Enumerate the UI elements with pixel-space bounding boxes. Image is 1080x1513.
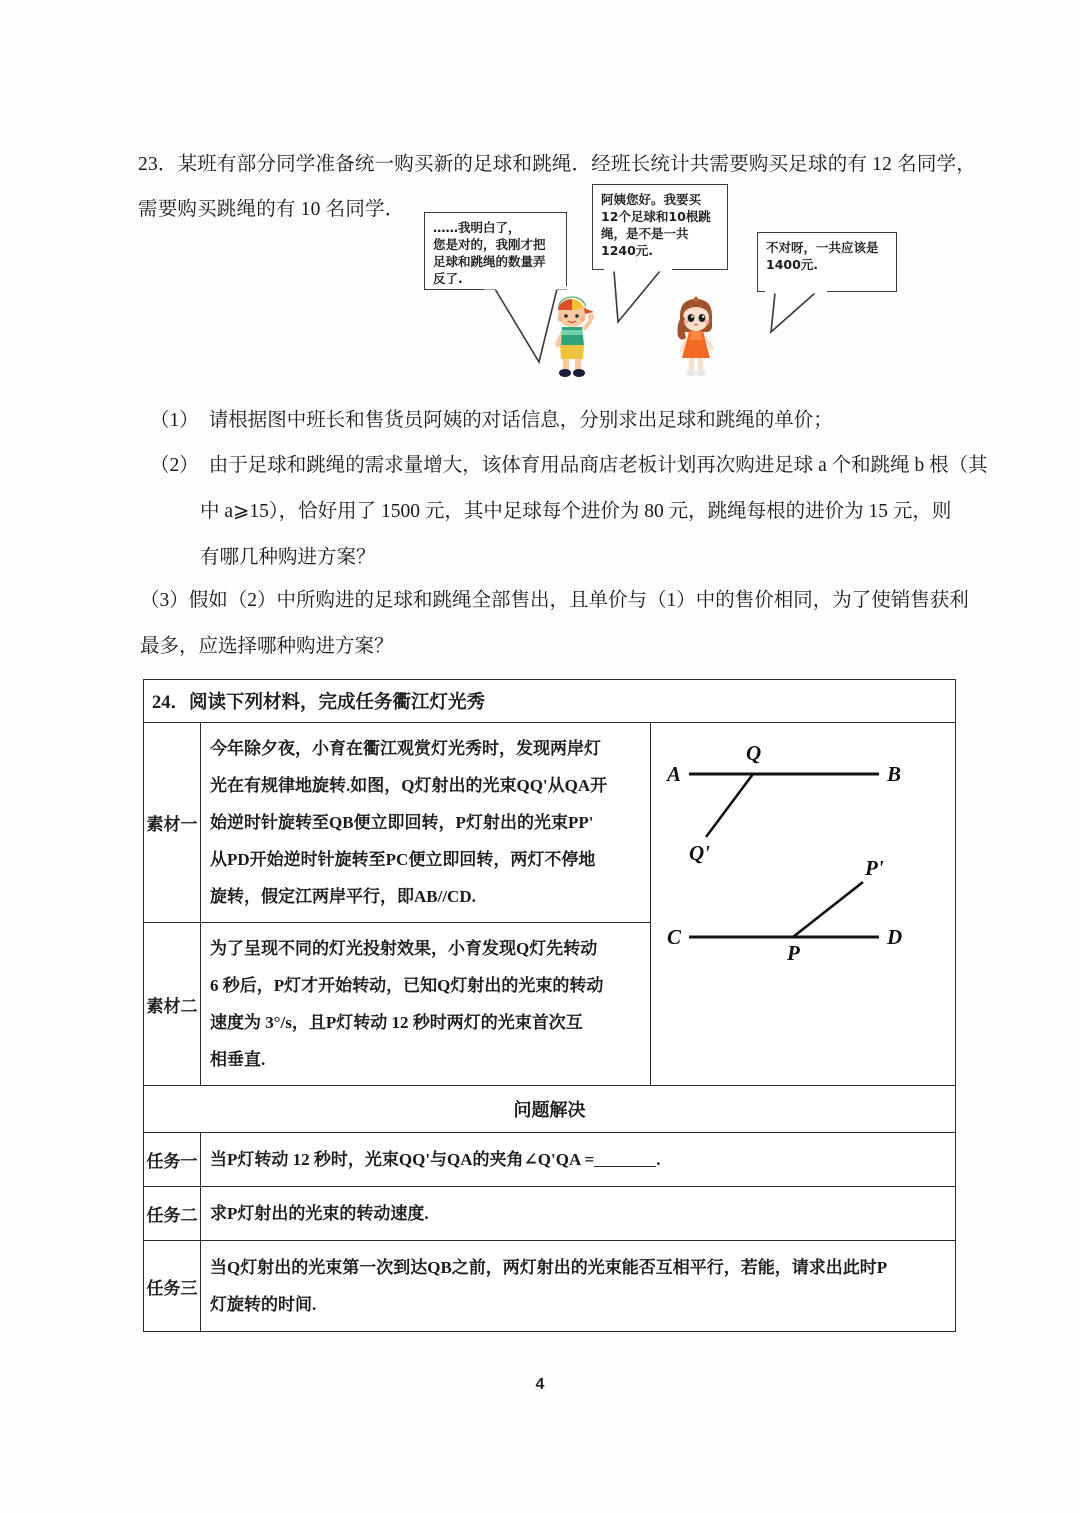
material-1-line-2: 光在有规律地旋转.如图，Q灯射出的光束QQ'从QA开 <box>210 776 608 795</box>
table-row-task-3 <box>144 1241 956 1332</box>
subquestion-1 <box>150 398 833 444</box>
problem-23-line-2: 需要购买跳绳的有 10 名同学． <box>138 199 405 220</box>
task-1-label: 任务一 <box>144 1133 201 1187</box>
diagram-label-D: D <box>887 924 903 949</box>
task-2-text <box>201 1187 956 1241</box>
subquestion-2-label: （2） <box>150 455 199 476</box>
diagram-label-B: B <box>887 761 902 786</box>
material-1-line-5: 旋转，假定江两岸平行，即AB//CD. <box>210 887 476 906</box>
material-2-line-3: 速度为 3°/s，且P灯转动 12 秒时两灯的光束首次互 <box>210 1013 583 1032</box>
table-row-task-1 <box>144 1133 956 1187</box>
speech-bubble-3-tail <box>757 292 907 342</box>
diagram-label-Qprime: Q' <box>689 840 710 865</box>
subquestion-3-line-2-wrap <box>140 624 394 670</box>
subquestion-1-line-1: 请根据图中班长和售货员阿姨的对话信息，分别求出足球和跳绳的单价； <box>208 410 833 431</box>
table-row-task-2 <box>144 1187 956 1241</box>
problem-24-table <box>143 679 956 1332</box>
subquestion-2-line-1: 由于足球和跳绳的需求量增大，该体育用品商店老板计划再次购进足球 a 个和跳绳 b 根（其 <box>208 455 988 476</box>
task-3-line-2: 灯旋转的时间. <box>210 1295 317 1314</box>
bubble-1-line-3: 足球和跳绳的数量弄 <box>433 254 546 269</box>
bubble-2-line-2: 12个足球和10根跳 <box>601 209 711 224</box>
diagram-label-Q: Q <box>746 740 762 765</box>
bubble-2-line-4: 1240元. <box>601 243 654 258</box>
table-row-material-1 <box>144 723 956 923</box>
subquestion-3-line-2: 最多，应选择哪种购进方案？ <box>140 636 394 657</box>
task-2-line-1: 求P灯射出的光束的转动速度. <box>210 1204 429 1223</box>
task-1-text <box>201 1133 956 1187</box>
problem-23-line-1: 23．某班有部分同学准备统一购买新的足球和跳绳．经班长统计共需要购买足球的有 12 名同学， <box>138 154 976 175</box>
subquestion-2 <box>150 443 988 489</box>
bubble-1-line-1: ……我明白了， <box>433 220 521 235</box>
material-1-text <box>201 723 651 923</box>
material-2-line-4: 相垂直. <box>210 1050 266 1069</box>
material-2-label: 素材二 <box>144 923 201 1086</box>
task-3-line-1: 当Q灯射出的光束第一次到达QB之前，两灯射出的光束能否互相平行，若能，请求出此时P <box>210 1258 888 1277</box>
solve-header: 问题解决 <box>144 1086 956 1133</box>
material-1-label: 素材一 <box>144 723 201 923</box>
subquestion-1-label: （1） <box>150 410 199 431</box>
table-row-header <box>144 680 956 723</box>
subquestion-3 <box>140 578 969 624</box>
bubble-1-line-2: 您是对的，我刚才把 <box>433 237 546 252</box>
speech-bubble-boy-question <box>592 184 728 270</box>
subquestion-2-line-2: 中 a⩾15），恰好用了 1500 元，其中足球每个进价为 80 元，跳绳每根的进价为 15 元，则 <box>200 501 952 522</box>
subquestion-2-line-3-wrap <box>200 535 376 581</box>
problem-24-header: 24．阅读下列材料，完成任务衢江灯光秀 <box>144 680 956 723</box>
subquestion-3-label: （3） <box>140 590 189 611</box>
diagram-cell <box>651 723 956 1086</box>
diagram-label-Pprime: P' <box>865 855 884 880</box>
subquestion-2-line-3: 有哪几种购进方案？ <box>200 547 376 568</box>
task-2-label: 任务二 <box>144 1187 201 1241</box>
diagram-label-A: A <box>667 761 682 786</box>
diagram-label-P: P <box>787 940 800 965</box>
clerk-woman-figure <box>668 296 724 380</box>
diagram-label-C: C <box>667 924 682 949</box>
material-1-line-1: 今年除夕夜，小育在衢江观赏灯光秀时，发现两岸灯 <box>210 739 601 758</box>
task-1-line-1: 当P灯转动 12 秒时，光束QQ'与QA的夹角∠Q'QA = <box>210 1150 595 1169</box>
material-1-line-3: 始逆时针旋转至QB便立即回转，P灯射出的光束PP' <box>210 813 594 832</box>
page-number: 4 <box>535 1376 545 1393</box>
material-1-line-4: 从PD开始逆时针旋转至PC便立即回转，两灯不停地 <box>210 850 596 869</box>
bubble-3-line-1: 不对呀，一共应该是 <box>766 240 879 255</box>
bubble-1-line-4: 反了. <box>433 271 463 286</box>
material-2-line-1: 为了呈现不同的灯光投射效果，小育发现Q灯先转动 <box>210 939 598 958</box>
subquestion-2-line-2-wrap <box>200 489 951 535</box>
speech-bubble-clerk-correction <box>757 232 897 292</box>
light-beam-diagram <box>651 732 956 1072</box>
subquestion-3-line-1: 假如（2）中所购进的足球和跳绳全部售出，且单价与（1）中的售价相同，为了使销售获利 <box>188 590 969 611</box>
task-3-text <box>201 1241 956 1332</box>
task-1-answer-blank[interactable] <box>594 1166 656 1167</box>
task-1-line-2: . <box>656 1150 661 1169</box>
table-row-solve-header <box>144 1086 956 1133</box>
boy-student-figure <box>544 296 600 380</box>
task-3-label: 任务三 <box>144 1241 201 1332</box>
bubble-2-line-3: 绳，是不是一共 <box>601 226 689 241</box>
material-2-line-2: 6 秒后，P灯才开始转动，已知Q灯射出的光束的转动 <box>210 976 604 995</box>
material-2-text <box>201 923 651 1086</box>
speech-bubble-boy-realization <box>424 212 567 290</box>
bubble-2-line-1: 阿姨您好。我要买 <box>601 192 702 207</box>
bubble-3-line-2: 1400元. <box>766 257 819 272</box>
